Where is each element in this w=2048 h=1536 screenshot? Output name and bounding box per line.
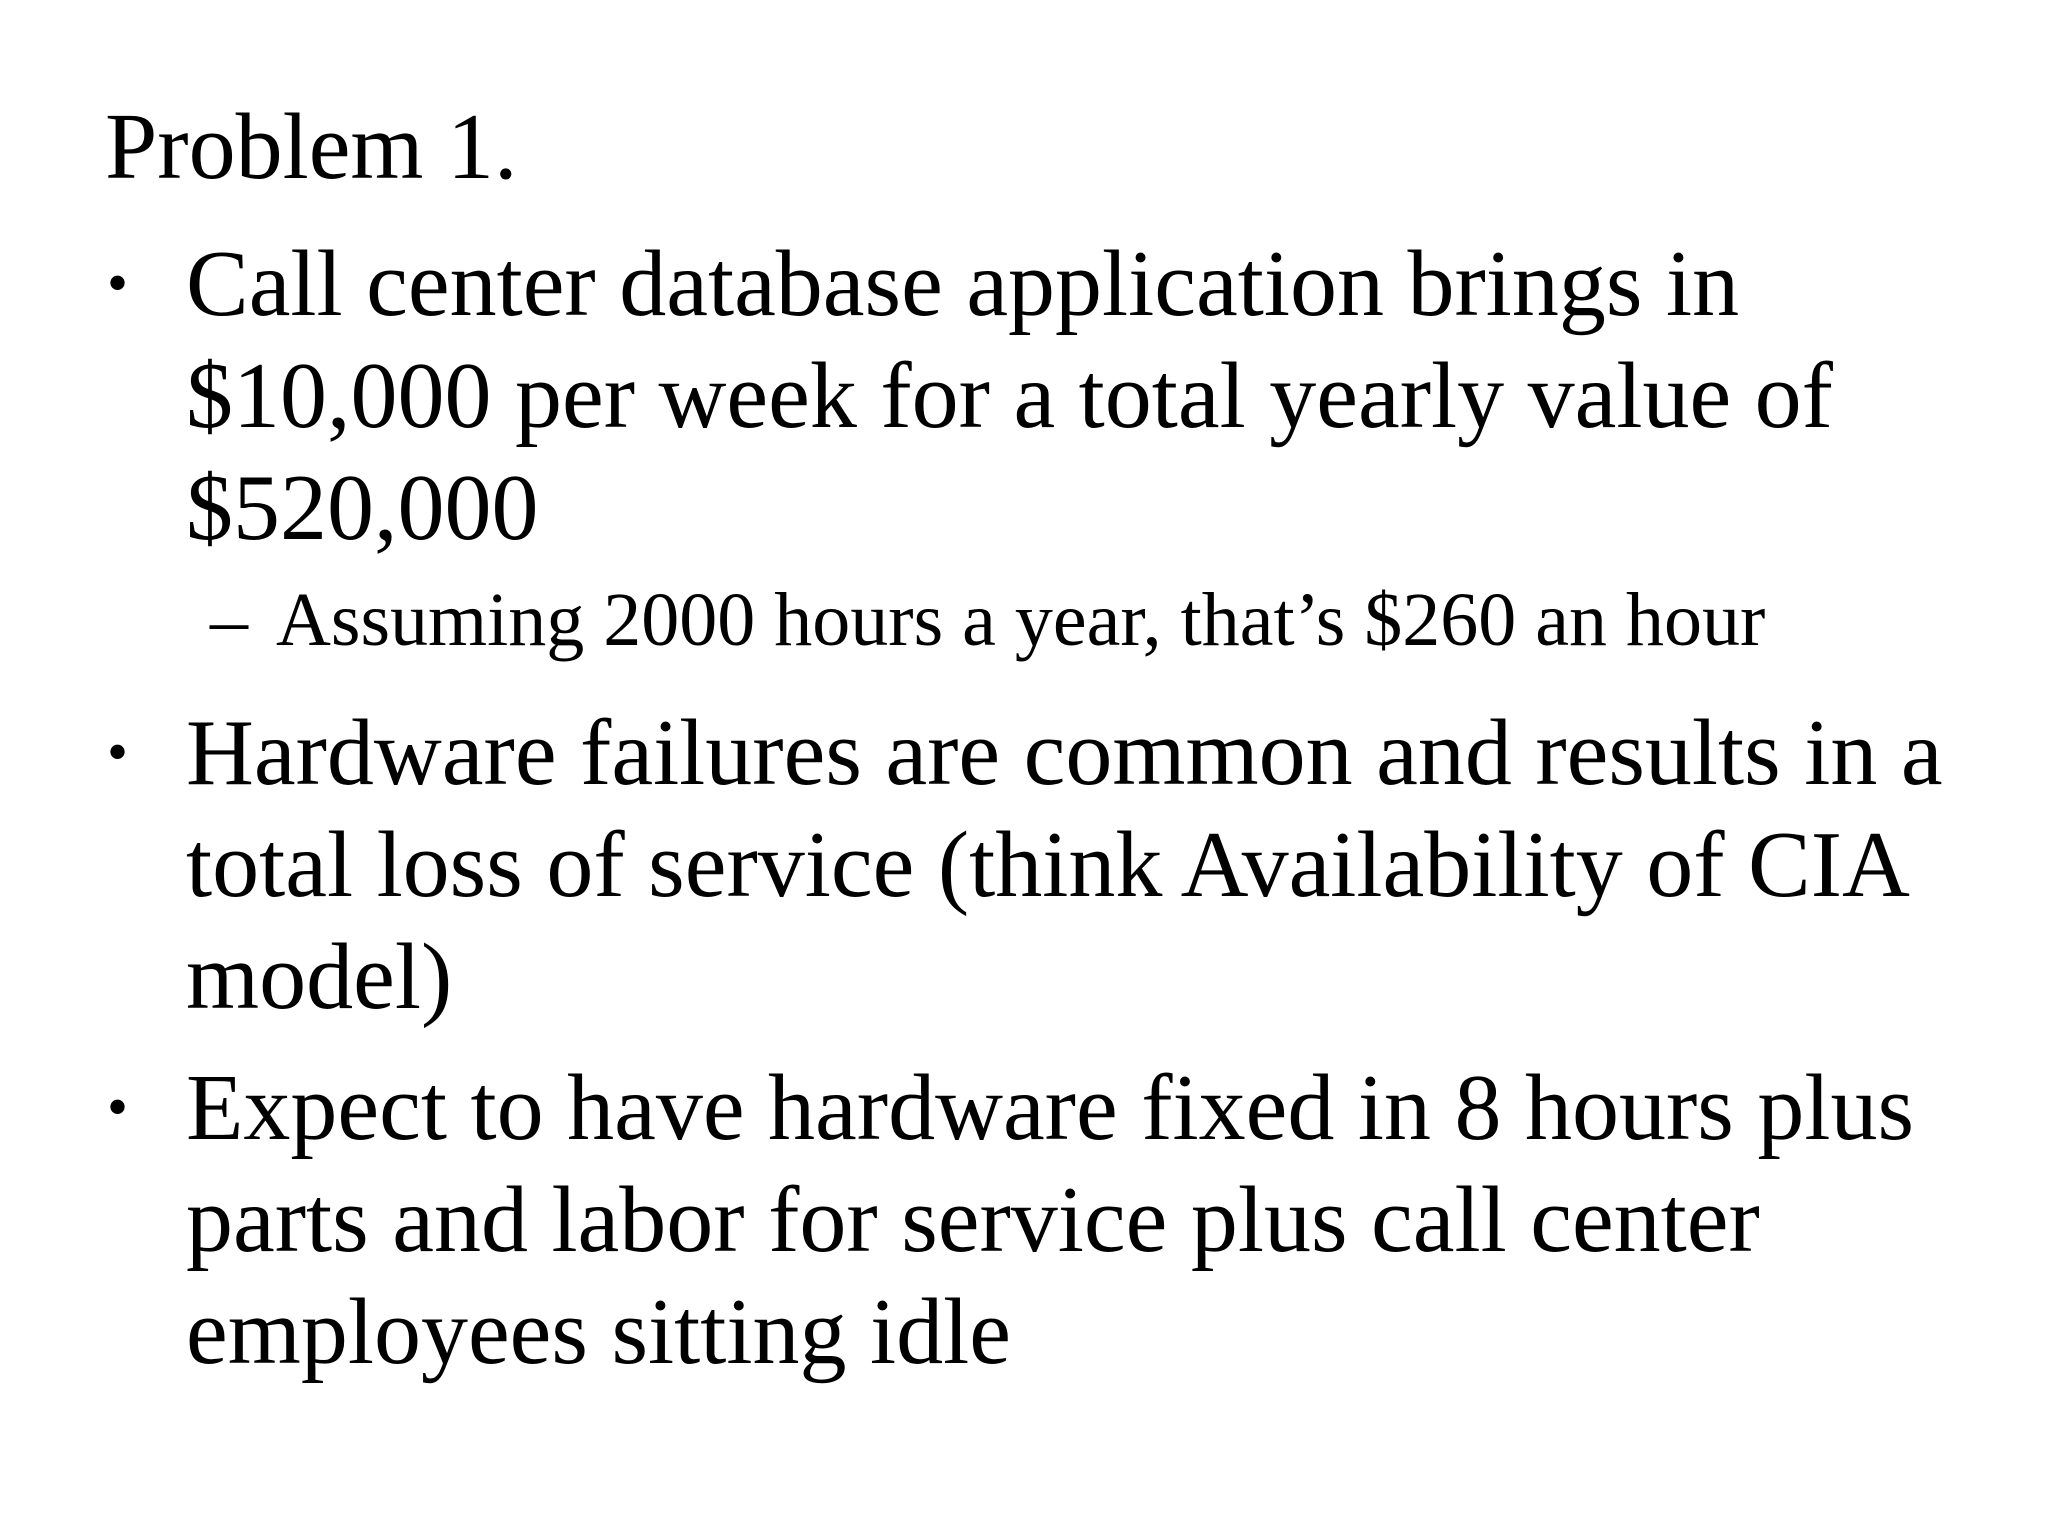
bullet-text xyxy=(186,697,1986,1033)
sub-bullet-text: Assuming 2000 hours a year, that’s $260 an hour xyxy=(276,578,1766,662)
dash-icon: – xyxy=(210,578,248,662)
bullet-text xyxy=(186,1052,1986,1388)
bullet-line: Expect to have hardware fixed in 8 hours plus xyxy=(186,1056,1915,1160)
slide-title: Problem 1. xyxy=(105,95,518,199)
bullet-line: Call center database application brings in xyxy=(186,232,1740,336)
bullet-icon: • xyxy=(107,1074,129,1140)
bullet-icon: • xyxy=(107,250,129,316)
bullet-line: model) xyxy=(186,925,453,1029)
bullet-line: Hardware failures are common and results in a xyxy=(186,701,1943,805)
bullet-icon: • xyxy=(107,719,129,785)
bullet-line: total loss of service (think Availability of CIA xyxy=(186,813,1910,917)
bullet-line: parts and labor for service plus call center xyxy=(186,1168,1760,1272)
bullet-line: $520,000 xyxy=(186,456,539,560)
bullet-line: employees sitting idle xyxy=(186,1280,1011,1384)
bullet-text xyxy=(186,228,1986,564)
bullet-line: $10,000 per week for a total yearly value of xyxy=(186,344,1833,448)
